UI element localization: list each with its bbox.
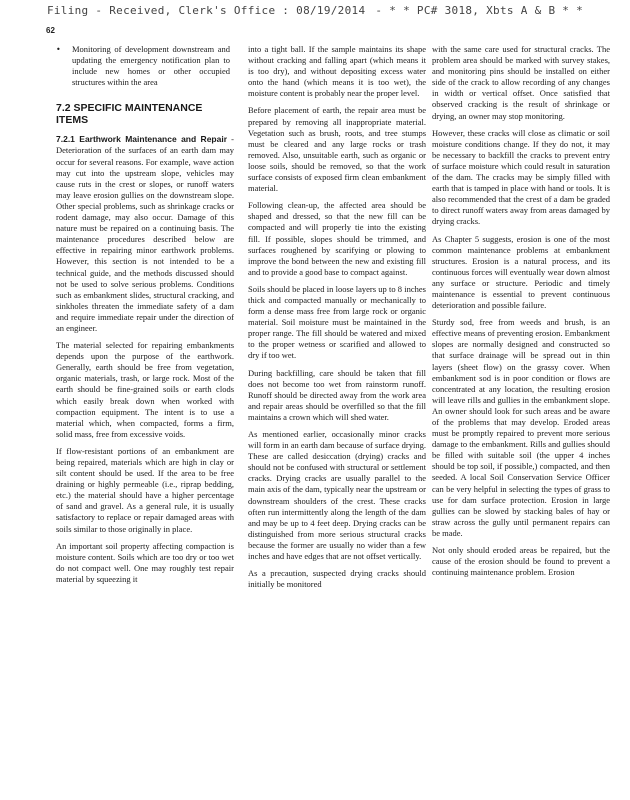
paragraph: Sturdy sod, free from weeds and brush, is an effective means of preventing erosion. Embankment slopes are normally designed and constructed so that surface drainage will be spread out in thin layers (sheet flow) on the grassy cover. When embankment sod is in poor condition or flows are concentrated at any location, the resulting erosion will leave rills and gullies in the embankment slope. An owner should look for such areas and be aware of the problems that may develop. Eroded areas must be promptly repaired to prevent more serious damage to the embankment. Rills and gullies should be filled with suitable soil (the upper 4 inches should be top soil, if possible,) compacted, and then seeded. A local Soil Conservation Service Officer can be very helpful in selecting the types of grass to use for dam surface protection. Erosion in large gullies can be slowed by stacking bales of hay or straw across the gully until permanent repairs can be made. <box>432 317 610 538</box>
column-2 <box>248 44 426 596</box>
column-1 <box>56 44 234 591</box>
paragraph: into a tight ball. If the sample maintains its shape without cracking and falling apart (which means it is too dry), and without depositing excess water onto the hand (which means it is too wet), the moisture content is probably near the proper level. <box>248 44 426 99</box>
bullet-text: Monitoring of development downstream and updating the emergency notification plan to include new homes or other occupied structures within the area <box>72 44 230 88</box>
exhibit-label: - * * PC# 3018, Xbts A & B * * <box>375 4 584 17</box>
paragraph: An important soil property affecting compaction is moisture content. Soils which are too dry or too wet do not compact well. One may roughly test repair material by squeezing it <box>56 540 234 584</box>
paragraph: Not only should eroded areas be repaired, but the cause of the erosion should be found to prevent a continuing maintenance problem. Erosion <box>432 545 610 578</box>
page-number: 62 <box>46 26 55 35</box>
filing-stamp: Filing - Received, Clerk's Office : 08/19/2014 <box>46 4 366 17</box>
paragraph: Following clean-up, the affected area should be shaped and dressed, so that the new fill can be compacted and will properly tie into the existing fill. If possible, slopes should be trimmed, and surfaces roughened by scarifying or plowing to improve the bond between the new and existing fill and to provide a good base to compact against. <box>248 200 426 277</box>
column-3 <box>432 44 610 584</box>
paragraph: The material selected for repairing embankments depends upon the purpose of the earthwork. Generally, earth should be free from vegetation, organic materials, trash, or large rock. Most of the earth should be fine-grained soils or earth clods which easily break down when worked with compaction equipment. The intent is to use a material which, when compacted, forms a firm, solid mass, free from excessive voids. <box>56 340 234 439</box>
paragraph: If flow-resistant portions of an embankment are being repaired, materials which are high in clay or silt content should be used. If the area to be free draining or highly permeable (i.e., riprap bedding, etc.) the material should have a higher percentage of sand and gravel. As a general rule, it is usually satisfactory to replace or repair damaged areas with soils similar to those originally in place. <box>56 445 234 534</box>
paragraph: As mentioned earlier, occasionally minor cracks will form in an earth dam because of surface drying. These are called desiccation (drying) cracks and should not be confused with structural or settlement cracks. Drying cracks are usually parallel to the main axis of the dam, typically near the upstream or downstream shoulders of the crest. These cracks often run intermittently along the length of the dam and may be up to 4 feet deep. Drying cracks can be distinguished from more serious structural cracks because the former are usually no wider than a few inches and have edges that are not offset vertically. <box>248 429 426 562</box>
section-heading: 7.2 SPECIFIC MAINTENANCE ITEMS <box>56 102 203 127</box>
paragraph: As Chapter 5 suggests, erosion is one of the most common maintenance problems at embankment structures. Erosion is a natural process, and its continuous forces will eventually wear down almost any surface or structure. Periodic and timely maintenance is essential to prevent continuous deterioration and possible failure. <box>432 233 610 311</box>
bullet-icon: • <box>56 45 61 54</box>
paragraph: Before placement of earth, the repair area must be prepared by removing all inappropriate material. Vegetation such as brush, roots, and tree stumps must be cleared and any large rocks or trash removed. Also, unsuitable earth, such as organic or loose soils, should be removed, so that the work surface consists of exposed firm clean embankment material. <box>248 105 426 194</box>
paragraph: Soils should be placed in loose layers up to 8 inches thick and compacted manually or mechanically to form a dense mass free from large rock or organic material. Soil moisture must be maintained in the proper range. The fill should be watered and mixed to the proper wetness or scarified and allowed to dry if too wet. <box>248 283 426 361</box>
paragraph <box>56 134 234 334</box>
paragraph: As a precaution, suspected drying cracks should initially be monitored <box>248 568 426 590</box>
paragraph: However, these cracks will close as climatic or soil moisture conditions change. If they do not, it may be necessary to backfill the cracks to prevent entry of surface moisture which could result in saturation of the dam. The cracks may be simply filled with earth that is tamped in place with hand or tools. It is also recommended that the crest of a dam be graded to direct runoff waters away from areas damaged by drying cracks. <box>432 127 610 227</box>
subsection-heading: 7.2.1 Earthwork Maintenance and Repair <box>56 134 228 145</box>
paragraph: with the same care used for structural cracks. The problem area should be marked with survey stakes, and monitoring pins should be installed on either side of the crack to allow recording of any changes in width or vertical offset. Once satisfied that observed cracking is the result of shrinkage or drying, an owner may stop monitoring. <box>432 44 610 121</box>
bullet-item <box>56 44 234 88</box>
paragraph: During backfilling, care should be taken that fill does not become too wet from rainstorm runoff. Runoff should be directed away from the work area and repair areas should be overfilled so that the fill maintains a crown which will shed water. <box>248 367 426 422</box>
paragraph-text: - Deterioration of the surfaces of an earth dam may occur for several reasons. For example, wave action may cut into the upstream slope, vehicles may cause ruts in the crest or slopes, or runoff waters may leave erosion gullies on the downstream slope. Other special problems, such as shrinkage cracks or rodent damage, may also occur. Damage of this nature must be repaired on a continuing basis. The maintenance procedures described below are effective in repairing minor earthwork problems. However, this section is not intended to be a technical guide, and the methods discussed should not be used to solve serious problems. Conditions such as embankment slides, structural cracking, and sinkholes threaten the immediate safety of a dam and require immediate repair under the direction of an engineer. <box>56 134 234 333</box>
filing-stamp-header <box>0 4 630 17</box>
